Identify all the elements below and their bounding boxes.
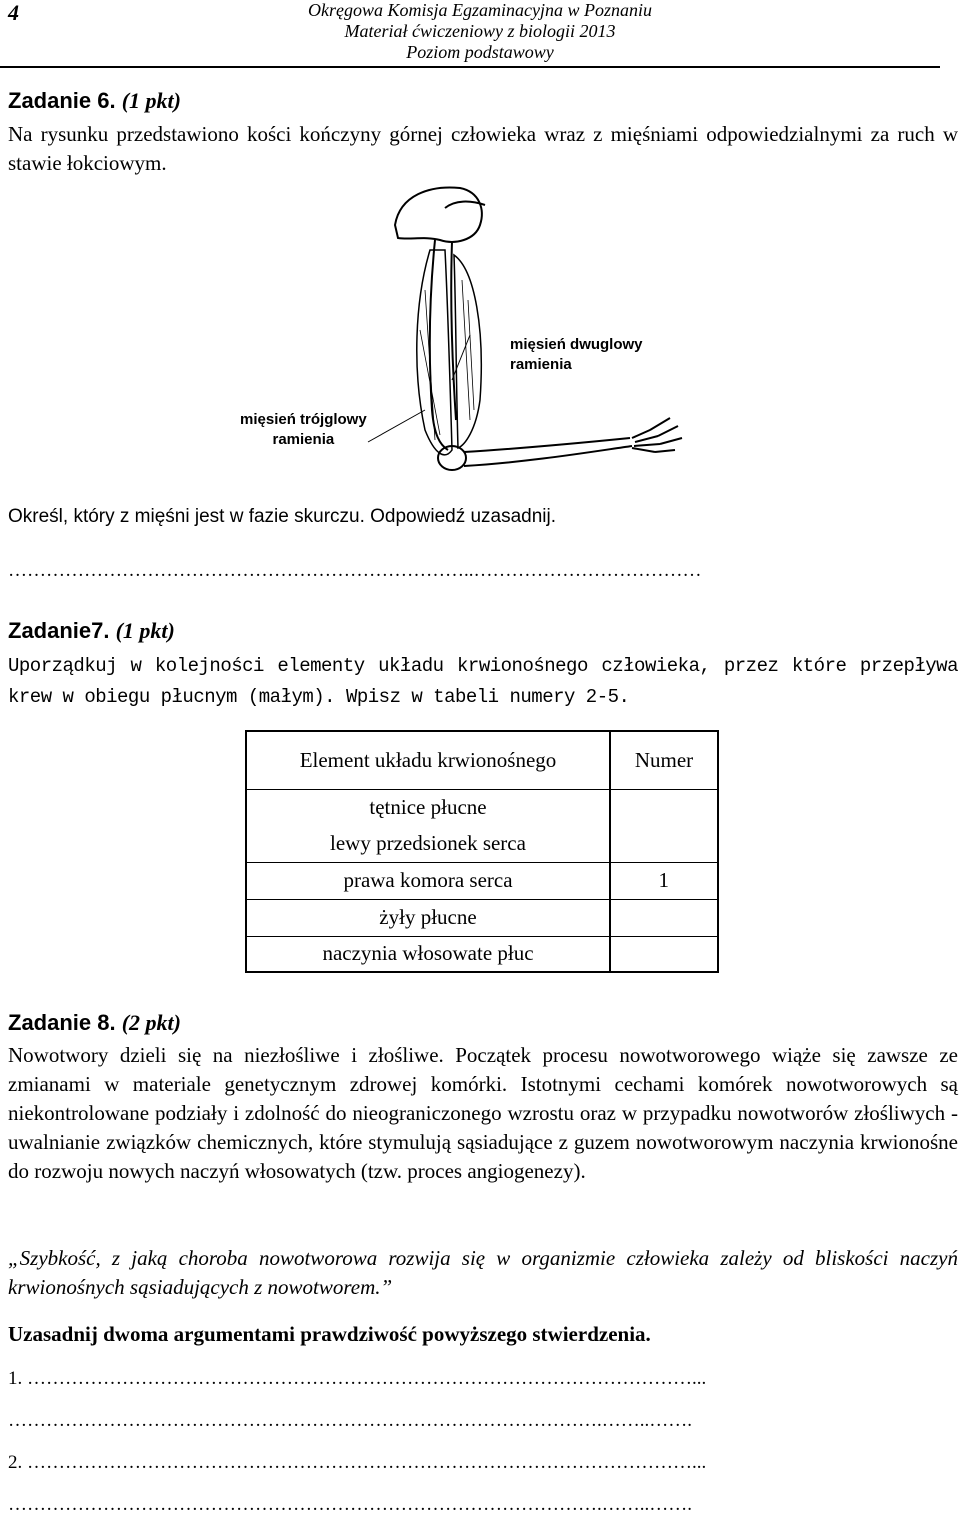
table-header-row [246,731,718,789]
task8-paragraph: Nowotwory dzieli się na niezłośliwe i złośliwe. Początek procesu nowotworowego wiąże się zawsze ze zmianami w materiale genetycznym zdrowej komórki. Istotnymi cechami komórek nowotworowych są niekontrolowane podziały i zdolność do nieograniczonego wzrostu oraz w przypadku nowotworów złośliwych - uwalnianie związków chemicznych, które stymulują sąsiadujące z guzem nowotworowym naczynia krwionośne do rozwoju nowych naczyń włosowatych (tzw. proces angiogenezy). [8,1043,958,1183]
label-triceps-line1: mięsień trójglowy [240,411,367,428]
table-header-element: Element układu krwionośnego [246,731,610,789]
task8-points: (2 pkt) [121,1010,181,1035]
task8-command: Uzasadnij dwoma argumentami prawdziwość powyższego stwierdzenia. [8,1322,651,1346]
label-biceps-line1: mięsień dwuglowy [510,336,643,353]
circulation-table [245,730,719,973]
label-biceps-line2: ramienia [510,356,572,373]
header-rule [0,66,940,68]
forearm-shape [464,438,632,466]
table-header-number: Numer [610,731,718,789]
table-cell-element: prawa komora serca [246,862,610,899]
label-triceps [240,410,367,450]
table-row [246,825,718,862]
table-cell-element: tętnice płucne [246,789,610,825]
task7-title [8,618,175,644]
table-cell-number[interactable] [610,936,718,972]
task7-instruction [8,650,958,712]
clavicle-shape [445,202,485,208]
scapula-shape [395,187,482,241]
page-number: 4 [8,0,19,25]
task6-points: (1 pkt) [121,88,181,113]
task8-answer-line-2[interactable]: ………………………………………………………………………………….……..……. [8,1410,692,1431]
header-line-2: Materiał ćwiczeniowy z biologii 2013 [344,21,616,41]
header-line-3: Poziom podstawowy [406,42,554,62]
header-line-1: Okręgowa Komisja Egzaminacyjna w Poznaniu [308,0,652,20]
table-cell-element: lewy przedsionek serca [246,825,610,862]
task7-instruction-text: Uporządkuj w kolejności elementy układu krwionośnego człowieka, przez które przepływa krew w obiegu płucnym (małym). Wpisz w tabeli numery 2-5. [8,655,958,708]
hand-shape [632,418,682,452]
table-cell-number[interactable] [610,899,718,936]
task6-question: Określ, który z mięśni jest w fazie skurczu. Odpowiedź uzasadnij. [8,506,557,527]
task8-title [8,1010,181,1036]
page-header [0,0,960,63]
task8-quote: „Szybkość, z jaką choroba nowotworowa rozwija się w organizmie człowieka zależy od bliskości naczyń krwionośnych sąsiadujących z nowotworem.” [8,1246,958,1299]
table-cell-element: żyły płucne [246,899,610,936]
table-cell-number[interactable] [610,825,718,862]
task6-intro: Na rysunku przedstawiono kości kończyny górnej człowieka wraz z mięśniami odpowiedzialnymi za ruch w stawie łokciowym. [8,122,958,175]
task6-title [8,88,181,114]
table-row [246,936,718,972]
task7-points: (1 pkt) [115,618,175,643]
table-cell-number[interactable] [610,789,718,825]
label-biceps [510,335,643,375]
task7-title-text: Zadanie7. [8,618,110,643]
task8-title-text: Zadanie 8. [8,1010,116,1035]
task6-answer-line[interactable]: ………………………………………………………………..……………………………… [8,560,702,581]
task8-answer-line-3[interactable]: 2. ……………………………………………………………………………………………... [8,1452,707,1473]
task6-title-text: Zadanie 6. [8,88,116,113]
label-triceps-line2: ramienia [272,431,335,448]
table-row [246,899,718,936]
table-cell-number[interactable]: 1 [610,862,718,899]
task8-answer-line-1[interactable]: 1. ……………………………………………………………………………………………... [8,1368,707,1389]
table-cell-element: naczynia włosowate płuc [246,936,610,972]
table-row [246,862,718,899]
table-row [246,789,718,825]
biceps-shape [454,255,481,448]
task8-answer-line-4[interactable]: ………………………………………………………………………………….……..……. [8,1494,692,1515]
